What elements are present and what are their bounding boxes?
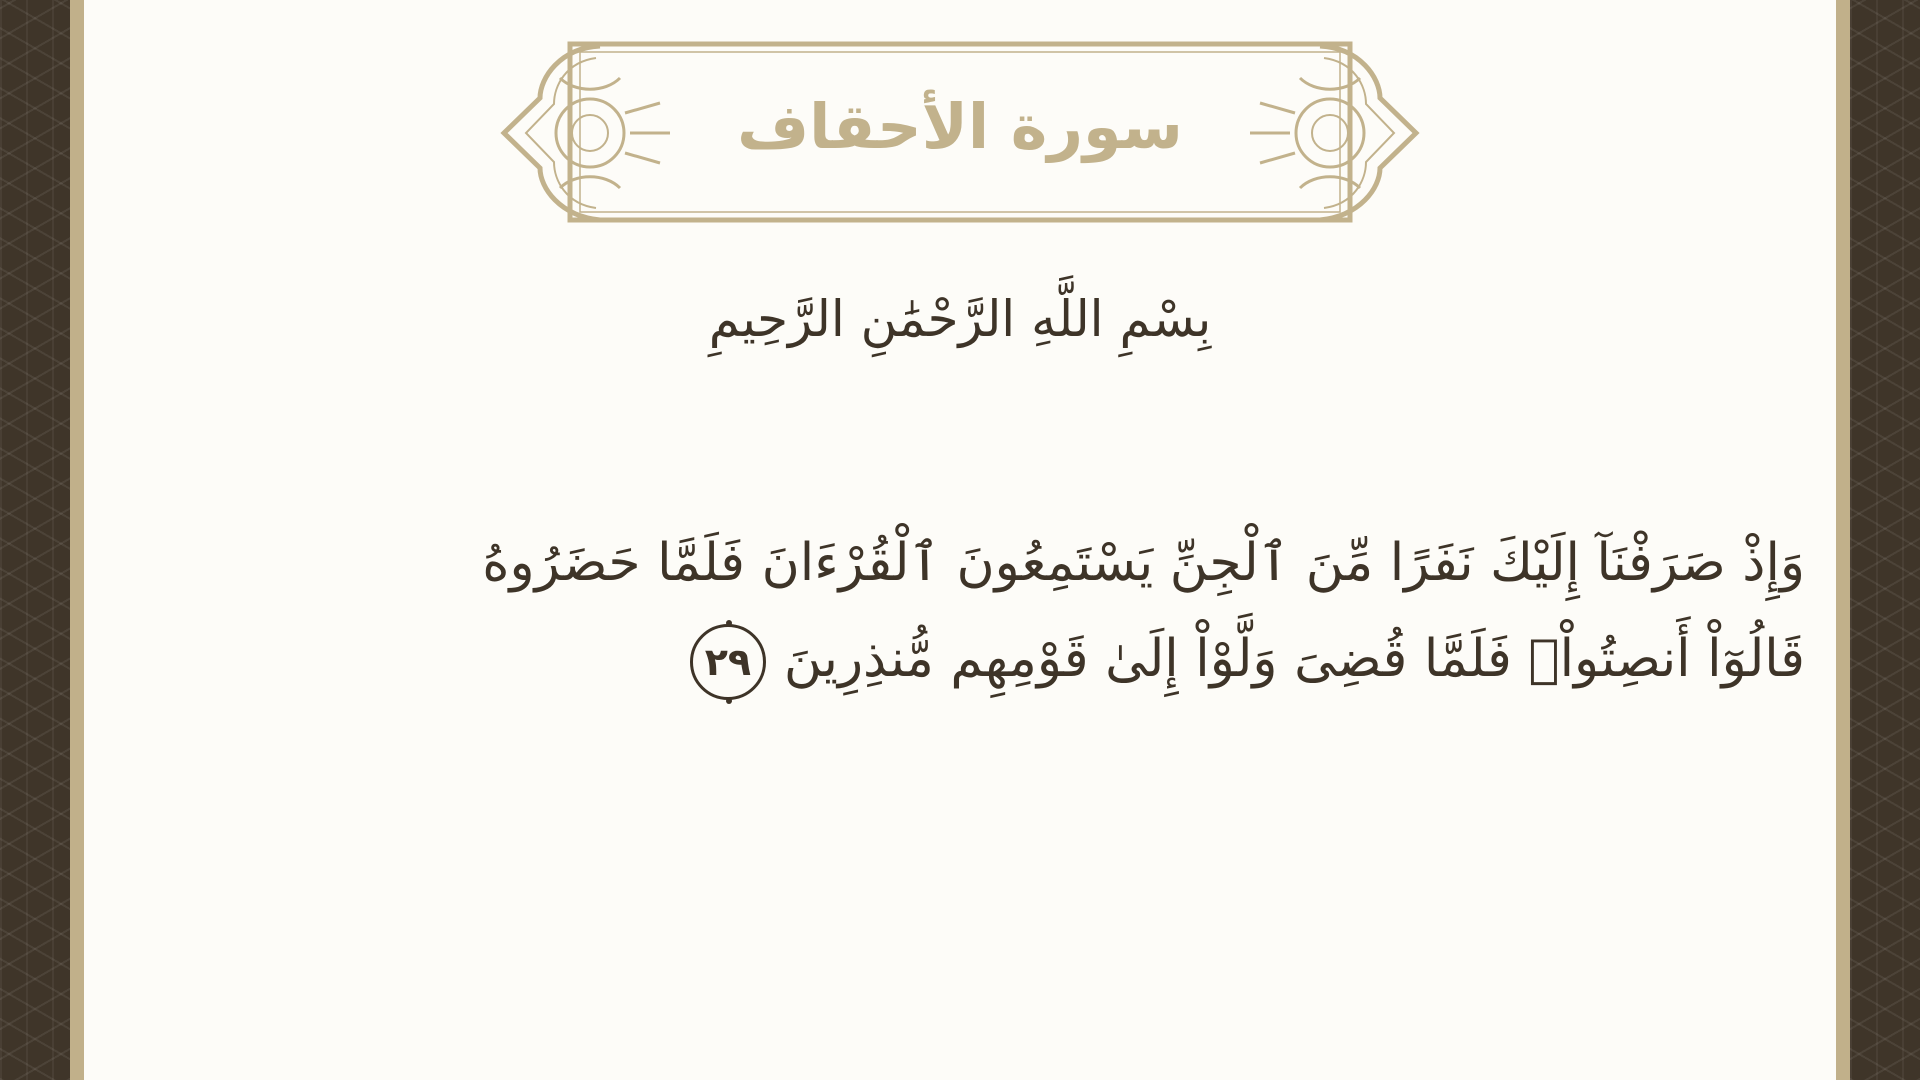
verse-line-2-text: قَالُوٓاْ أَنصِتُواْۖ فَلَمَّا قُضِىَ وَلَّوْاْ إِلَىٰ قَوْمِهِم مُّنذِرِينَ <box>783 629 1805 689</box>
ayah-number-marker: ٢٩ <box>690 624 766 700</box>
basmala-calligraphy: بِسْمِ اللَّهِ الرَّحْمَٰنِ الرَّحِيمِ <box>708 290 1212 348</box>
verse-line-1: وَإِذْ صَرَفْنَآ إِلَيْكَ نَفَرًا مِّنَ ٱلْجِنِّ يَسْتَمِعُونَ ٱلْقُرْءَانَ فَلَمَّا حَضَرُوهُ <box>482 533 1805 593</box>
surah-title-frame <box>500 38 1420 228</box>
left-decorative-border <box>0 0 70 1080</box>
verse-text <box>245 515 1805 707</box>
right-decorative-border <box>1850 0 1920 1080</box>
left-gold-rule <box>70 0 84 1080</box>
surah-title: سورة الأحقاف <box>737 90 1183 163</box>
right-gold-rule <box>1836 0 1850 1080</box>
verse-line-2 <box>245 611 1805 707</box>
